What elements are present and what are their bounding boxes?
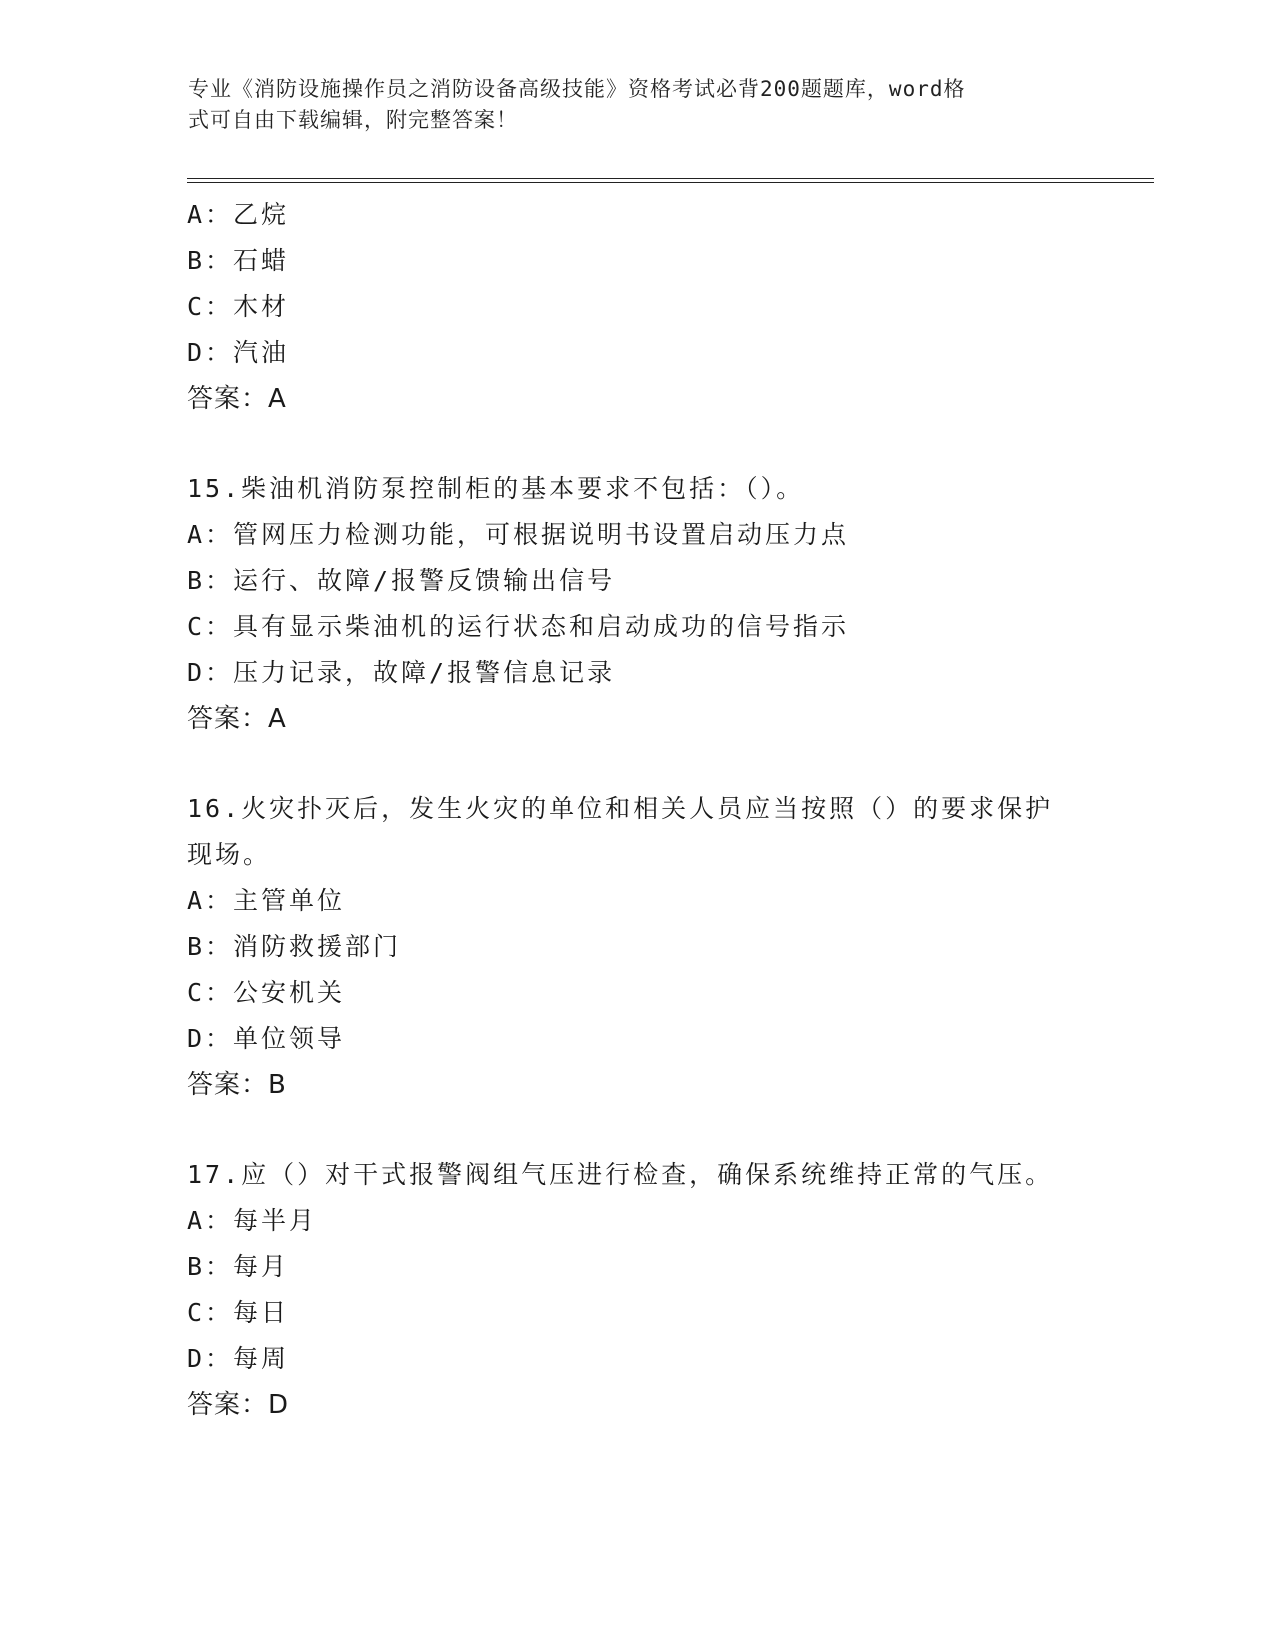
question-16 (187, 786, 1087, 1108)
answer-line: 答案：B (187, 1070, 287, 1100)
option-d: D：每周 (187, 1344, 290, 1373)
question-text-line-2: 现场。 (187, 840, 272, 869)
answer-line: 答案：D (187, 1390, 290, 1420)
answer-line: 答案：A (187, 704, 287, 734)
spacer (187, 1108, 1087, 1152)
option-c: C：每日 (187, 1298, 290, 1327)
option-c: C：木材 (187, 292, 290, 321)
option-b: B：每月 (187, 1252, 290, 1281)
option-c: C：公安机关 (187, 978, 346, 1007)
question-17 (187, 1152, 1087, 1428)
question-14 (187, 192, 1087, 422)
option-b: B：运行、故障/报警反馈输出信号 (187, 566, 616, 595)
option-b: B：消防救援部门 (187, 932, 402, 961)
question-text: 17.应（）对干式报警阀组气压进行检查，确保系统维持正常的气压。 (187, 1160, 1054, 1189)
option-a: A：乙烷 (187, 200, 290, 229)
answer-line: 答案：A (187, 384, 287, 414)
question-15 (187, 466, 1087, 742)
option-b: B：石蜡 (187, 246, 290, 275)
question-text: 15.柴油机消防泵控制柜的基本要求不包括：（）。 (187, 474, 805, 503)
header-divider (187, 178, 1154, 183)
option-d: D：单位领导 (187, 1024, 346, 1053)
spacer (187, 742, 1087, 786)
option-d: D：汽油 (187, 338, 290, 367)
spacer (187, 422, 1087, 466)
option-a: A：管网压力检测功能，可根据说明书设置启动压力点 (187, 520, 850, 549)
document-header (188, 74, 1088, 136)
header-line-1: 专业《消防设施操作员之消防设备高级技能》资格考试必背200题题库，word格 (188, 77, 966, 101)
option-c: C：具有显示柴油机的运行状态和启动成功的信号指示 (187, 612, 850, 641)
question-text-line-1: 16.火灾扑灭后，发生火灾的单位和相关人员应当按照（）的要求保护 (187, 794, 1054, 823)
option-a: A：主管单位 (187, 886, 346, 915)
option-d: D：压力记录，故障/报警信息记录 (187, 658, 616, 687)
header-line-2: 式可自由下载编辑，附完整答案！ (188, 108, 518, 132)
option-a: A：每半月 (187, 1206, 318, 1235)
question-list (187, 192, 1087, 1428)
